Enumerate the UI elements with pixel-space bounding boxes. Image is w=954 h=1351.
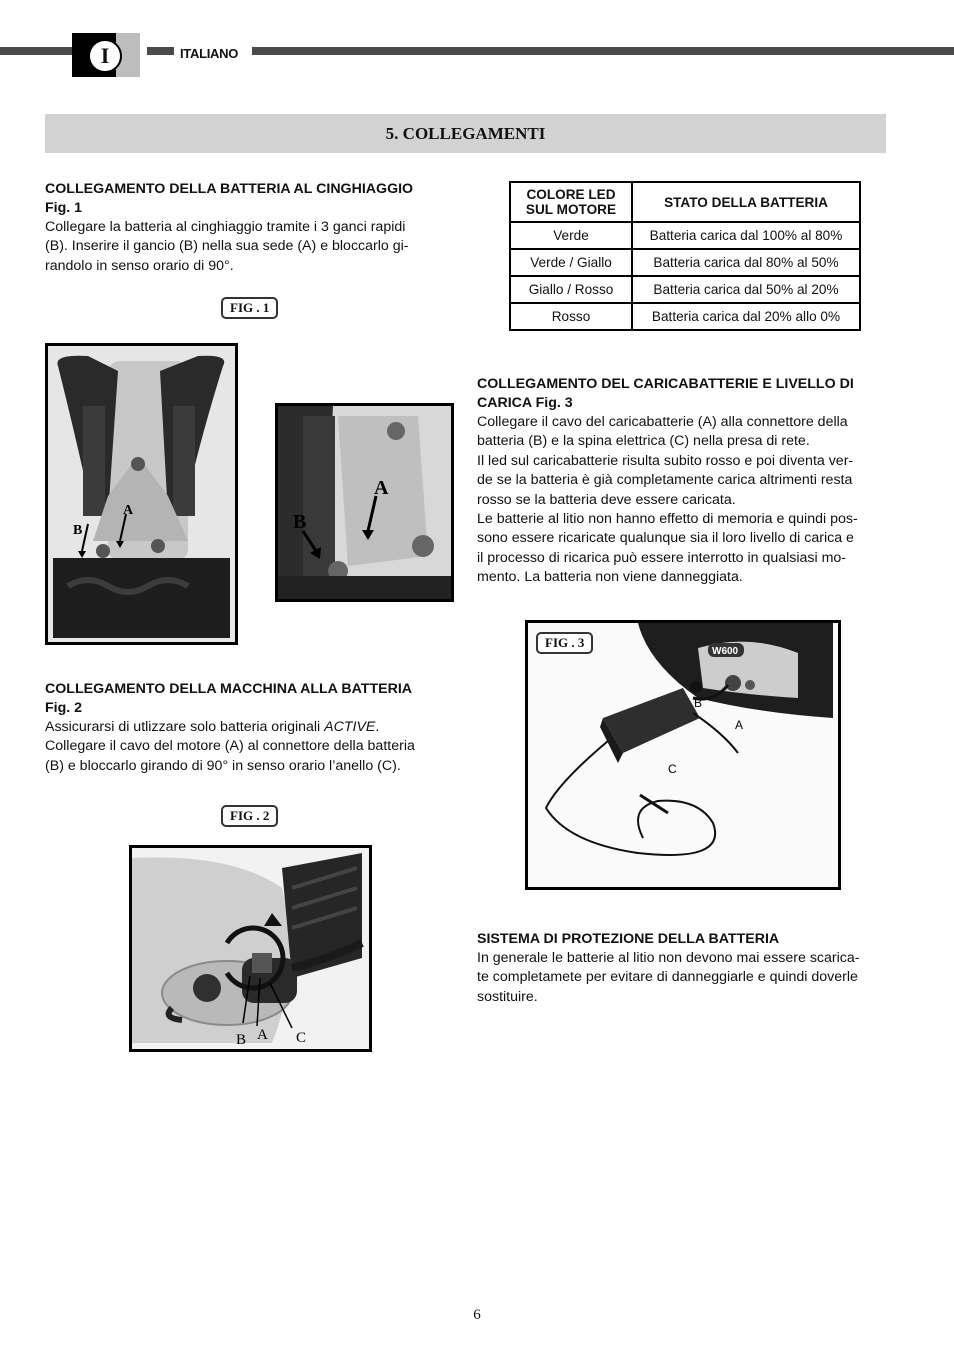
column-header-battery-state: STATO DELLA BATTERIA	[632, 182, 860, 222]
section-heading-fig: CARICA Fig. 3	[477, 395, 573, 411]
section-heading: COLLEGAMENTO DELLA BATTERIA AL CINGHIAGGIO	[45, 181, 414, 197]
paragraph-line: mento. La batteria non viene danneggiata.	[477, 569, 743, 586]
header-rule-left	[0, 47, 72, 55]
section-heading-fig: Fig. 1	[45, 200, 83, 216]
led-color-cell: Giallo / Rosso	[510, 276, 632, 303]
figure-label: FIG . 2	[221, 805, 278, 827]
paragraph-line	[45, 718, 457, 737]
paragraph-text: Assicurarsi di utlizzare solo batteria originali	[45, 719, 325, 735]
paragraph-line: (B). Inserire il gancio (B) nella sua sede (A) e bloccarlo gi-	[45, 238, 409, 255]
harness-photo	[45, 343, 238, 645]
led-color-cell: Verde / Giallo	[510, 249, 632, 276]
paragraph-line: Collegare la batteria al cinghiaggio tramite i 3 ganci rapidi	[45, 219, 406, 235]
led-color-cell: Rosso	[510, 303, 632, 330]
callout-b: B	[293, 511, 307, 533]
hook-detail-photo	[275, 403, 454, 602]
paragraph-line: batteria (B) e la spina elettrica (C) nella presa di rete.	[477, 433, 810, 450]
section-title: 5. COLLEGAMENTI	[45, 114, 886, 153]
section-battery-harness	[45, 180, 457, 276]
table-row	[510, 276, 860, 303]
paragraph-line: In generale le batterie al litio non devono mai essere scarica-	[477, 950, 860, 966]
battery-state-cell: Batteria carica dal 20% allo 0%	[632, 303, 860, 330]
section-battery-protection	[477, 930, 887, 1007]
led-status-table	[509, 181, 861, 331]
callout-c: C	[668, 762, 677, 776]
paragraph-line: Collegare il cavo del motore (A) al connettore della batteria	[45, 738, 415, 755]
paragraph-line: il processo di ricarica può essere interrotto in qualsiasi mo-	[477, 549, 847, 566]
callout-c: C	[296, 1030, 307, 1046]
column-header-line: COLORE LED	[526, 187, 616, 202]
table-row	[510, 249, 860, 276]
section-heading: COLLEGAMENTO DEL CARICABATTERIE E LIVELLO DI	[477, 376, 854, 392]
callout-a: A	[257, 1027, 268, 1043]
language-letter: I	[88, 39, 122, 73]
header-rule-right	[252, 47, 954, 55]
column-header-led-color	[510, 182, 632, 222]
battery-state-cell: Batteria carica dal 100% al 80%	[632, 222, 860, 249]
paragraph-line: sostituire.	[477, 988, 538, 1005]
paragraph-line: (B) e bloccarlo girando di 90° in senso orario l’anello (C).	[45, 757, 401, 774]
charger-photo	[525, 620, 841, 890]
figure-label: FIG . 3	[536, 632, 593, 654]
table-row	[510, 222, 860, 249]
column-header-line: SUL MOTORE	[525, 202, 617, 217]
brand-name: ACTIVE	[324, 719, 376, 735]
page-number: 6	[473, 1307, 481, 1323]
led-color-cell: Verde	[510, 222, 632, 249]
callout-b: B	[73, 523, 83, 538]
callout-b: B	[694, 696, 703, 710]
brand-logo: W600	[712, 646, 739, 657]
callout-a: A	[735, 718, 744, 732]
paragraph-line: Collegare il cavo del caricabatterie (A) alla connettore della	[477, 414, 848, 430]
battery-state-cell: Batteria carica dal 50% al 20%	[632, 276, 860, 303]
paragraph-line: rosso se la batteria deve essere caricata.	[477, 491, 736, 508]
section-machine-battery	[45, 680, 457, 776]
callout-a: A	[123, 503, 134, 518]
paragraph-line: Il led sul caricabatterie risulta subito rosso e poi diventa ver-	[477, 452, 854, 469]
table-row	[510, 303, 860, 330]
paragraph-text: .	[375, 719, 380, 735]
section-charger	[477, 375, 887, 588]
paragraph-line: de se la batteria è già completamente carica altrimenti resta	[477, 472, 853, 489]
paragraph-line: randolo in senso orario di 90°.	[45, 257, 234, 274]
language-label: ITALIANO	[180, 46, 239, 61]
battery-state-cell: Batteria carica dal 80% al 50%	[632, 249, 860, 276]
led-status-table-wrap	[509, 181, 861, 331]
header-rule-mid	[147, 47, 174, 55]
paragraph-line: sono essere ricaricate qualunque sia il loro livello di carica e	[477, 530, 854, 547]
callout-b: B	[236, 1032, 247, 1048]
paragraph-line: Le batterie al litio non hanno effetto di memoria e quindi pos-	[477, 511, 858, 528]
table-header-row	[510, 182, 860, 222]
language-badge	[72, 33, 140, 77]
figure-label: FIG . 1	[221, 297, 278, 319]
section-heading: SISTEMA DI PROTEZIONE DELLA BATTERIA	[477, 931, 780, 947]
connector-photo	[129, 845, 372, 1052]
paragraph-line: te completamete per evitare di danneggiarle e quindi doverle	[477, 969, 858, 986]
callout-a: A	[374, 477, 389, 499]
section-heading-fig: Fig. 2	[45, 700, 83, 716]
section-heading: COLLEGAMENTO DELLA MACCHINA ALLA BATTERIA	[45, 681, 413, 697]
